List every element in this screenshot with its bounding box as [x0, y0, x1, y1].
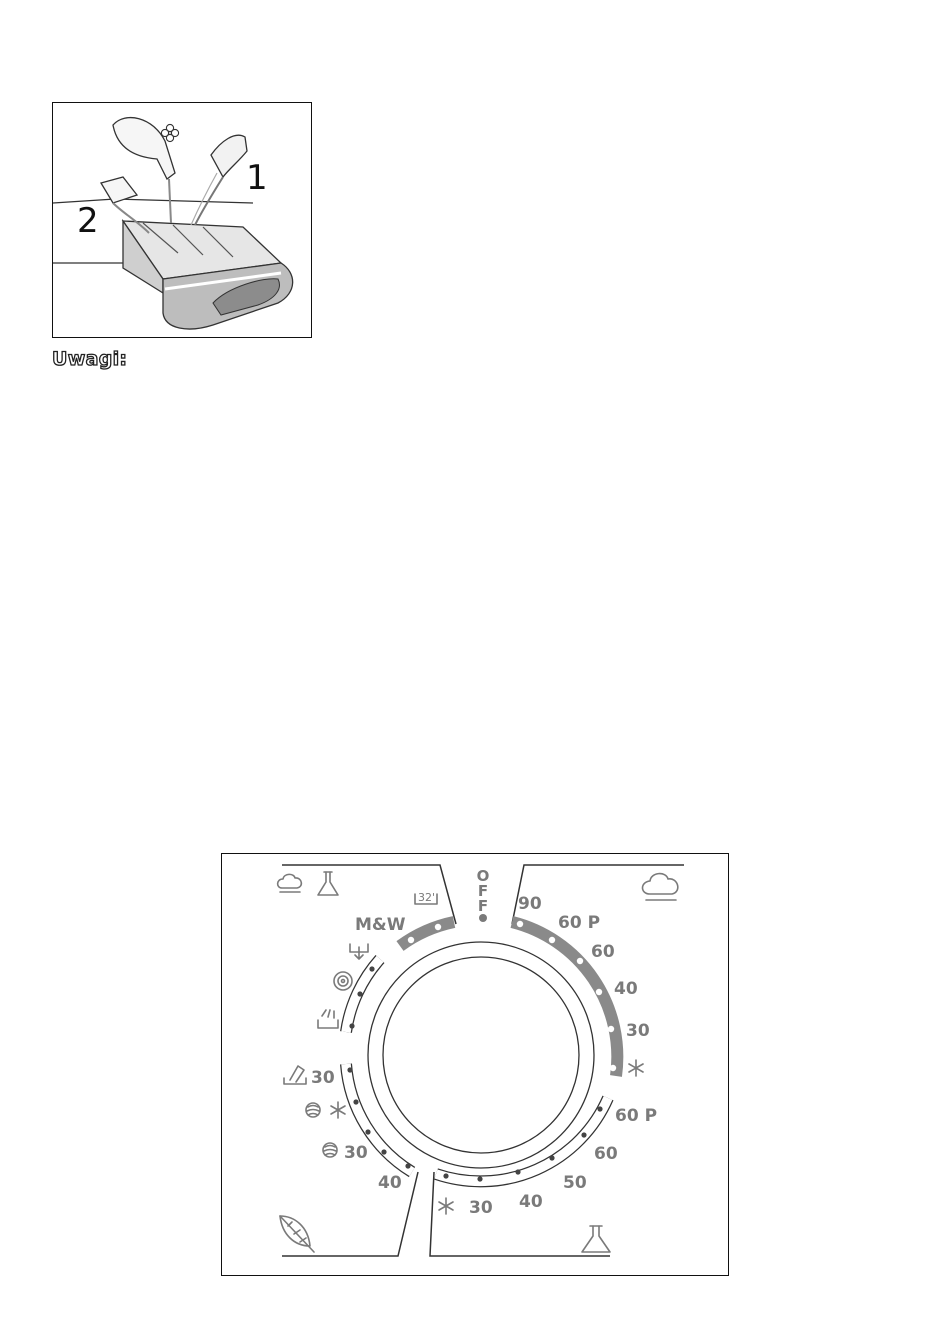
wool-temp-label: 30 [344, 1143, 368, 1163]
mw-label: M&W [355, 915, 406, 935]
programme-dial [222, 854, 729, 1276]
rinse-icon [318, 1010, 338, 1028]
flask-icon-synthetic [582, 1226, 610, 1252]
programme-dial-panel [221, 853, 729, 1276]
off-letter-f1: F [477, 882, 489, 900]
feather-icon [280, 1216, 314, 1252]
snowflake-icon-wool [331, 1102, 345, 1118]
off-letter-o: O [476, 867, 490, 885]
notes-heading: Uwagi: [52, 348, 128, 370]
cotton-temp-label-1: 60 P [558, 913, 601, 933]
compartment-1-label: 1 [246, 158, 268, 198]
synthetic-temp-label-2: 50 [563, 1173, 587, 1193]
snowflake-icon-cotton [629, 1060, 643, 1076]
drain-icon [350, 944, 368, 959]
flask-icon [318, 872, 338, 895]
quick-time-label: 32' [418, 891, 436, 904]
cotton-temp-label-0: 90 [518, 894, 542, 914]
knob-inner-ring[interactable] [383, 957, 579, 1153]
spin-icon [334, 972, 352, 990]
synthetic-temp-label-0: 60 P [615, 1106, 658, 1126]
synthetic-temp-label-1: 60 [594, 1144, 618, 1164]
snowflake-icon-bottom [439, 1198, 453, 1214]
off-dot [479, 914, 487, 922]
temp-40-label: 40 [378, 1173, 402, 1193]
cotton-temp-label-3: 40 [614, 979, 638, 999]
wool-icon [306, 1103, 320, 1117]
handwash-temp-label: 30 [311, 1068, 335, 1088]
cloud-icon [278, 874, 302, 892]
wool-icon-2 [323, 1143, 337, 1157]
cloud-icon-right [643, 874, 678, 900]
synthetic-temp-label-3: 40 [519, 1192, 543, 1212]
cotton-temp-label-4: 30 [626, 1021, 650, 1041]
dispenser-illustration [52, 102, 312, 338]
compartment-2-label: 2 [77, 201, 99, 241]
handwash-icon [284, 1066, 306, 1084]
cotton-temp-label-2: 60 [591, 942, 615, 962]
bottom-temp-30-label: 30 [469, 1198, 493, 1218]
off-letter-f2: F [477, 897, 489, 915]
scale-arc-mw [400, 922, 454, 946]
